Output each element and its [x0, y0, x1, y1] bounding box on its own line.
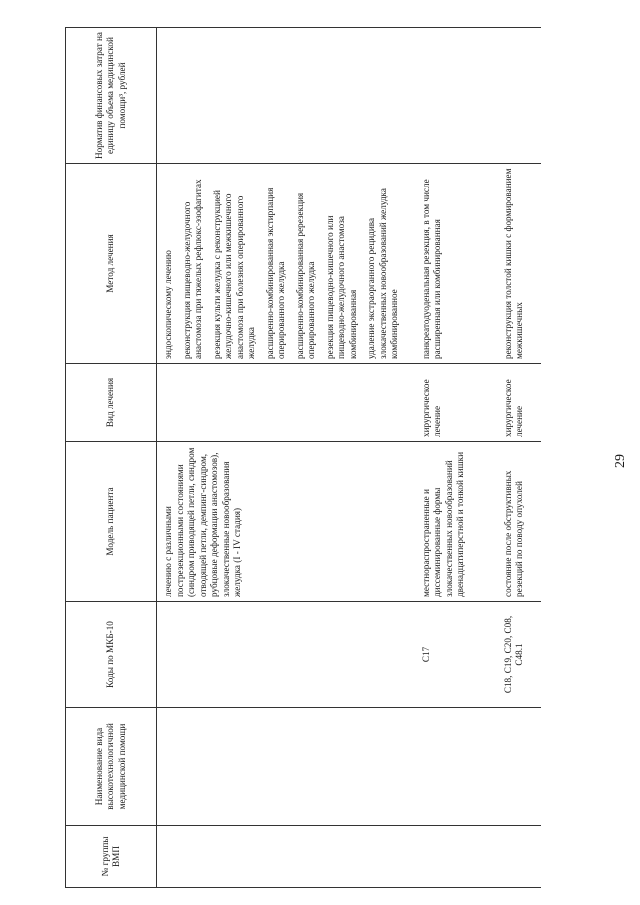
table-row	[419, 28, 501, 888]
table-row	[157, 28, 419, 888]
cell-treatment: хирургическое лечение	[419, 364, 501, 442]
cell-methods	[419, 164, 501, 364]
cell-group	[157, 826, 419, 888]
method-text: расширенно-комбинированная ререзекция оперированного желудка	[294, 192, 316, 359]
cell-treatment	[157, 364, 419, 442]
cell-name	[501, 708, 541, 826]
method-text: резекция пищеводно-кишечного или пищеводно-желудочного анастомоза комбинированная	[324, 215, 358, 359]
cell-group	[419, 826, 501, 888]
cell-name	[157, 708, 419, 826]
cell-model: лечению с различными пострезекционными состояниями (синдром приводящей петли, синдром отводящей петли, демпинг-синдром, рубцовые деформации анастомозов), злокачественные новообразования желудка (I - IV стадия)	[157, 442, 419, 602]
header-vmp-name: Наименование вида высокотехнологичной медицинской помощи	[66, 708, 157, 826]
cell-norm	[501, 28, 541, 164]
cell-codes: C18, C19, C20, C08, C48.1	[501, 602, 541, 708]
cell-model: местнораспространенные и диссеминированные формы злокачественных новообразований двенадцатиперстной и тонкой кишки	[419, 442, 501, 602]
method-text: реконструкция толстой кишки с формированием межкишечных	[502, 168, 524, 359]
header-cost-norm: Норматив финансовых затрат на единицу объема медицинской помощи³, рублей	[66, 28, 157, 164]
table-row	[501, 28, 541, 888]
header-icd-codes: Коды по МКБ-10	[66, 602, 157, 708]
cell-model: состояние после обструктивных резекций по поводу опухолей	[501, 442, 541, 602]
rotated-page-content	[65, 28, 640, 888]
method-text: резекция культи желудка с реконструкцией желудочно-кишечного или межкишечного анастомоза при болезнях оперированного желудка	[211, 190, 256, 359]
cell-codes	[157, 602, 419, 708]
document-page	[65, 28, 640, 888]
table-header-row	[66, 28, 157, 888]
vmp-table	[65, 27, 541, 888]
method-text: реконструкция пищеводно-желудочного анастомоза при тяжелых рефлюкс-эзофагитах	[181, 179, 203, 359]
header-treatment-method: Метод лечения	[66, 164, 157, 364]
cell-codes: C17	[419, 602, 501, 708]
cell-norm	[157, 28, 419, 164]
cell-name	[419, 708, 501, 826]
method-text: эндоскопическому лечению	[163, 250, 173, 359]
method-text: панкреатодуоденальная резекция, в том числе расширенная или комбинированная	[420, 179, 442, 359]
header-group-number: № группы ВМП	[66, 826, 157, 888]
method-text: удаление экстраорганного рецидива злокачественных новообразований желудка комбинированное	[366, 188, 399, 359]
cell-norm	[419, 28, 501, 164]
page-number: 29	[613, 454, 628, 468]
cell-treatment: хирургическое лечение	[501, 364, 541, 442]
header-treatment-type: Вид лечения	[66, 364, 157, 442]
header-patient-model: Модель пациента	[66, 442, 157, 602]
cell-methods	[157, 164, 419, 364]
method-text: расширенно-комбинированная экстирпация оперированного желудка	[264, 187, 286, 359]
cell-group	[501, 826, 541, 888]
cell-methods	[501, 164, 541, 364]
